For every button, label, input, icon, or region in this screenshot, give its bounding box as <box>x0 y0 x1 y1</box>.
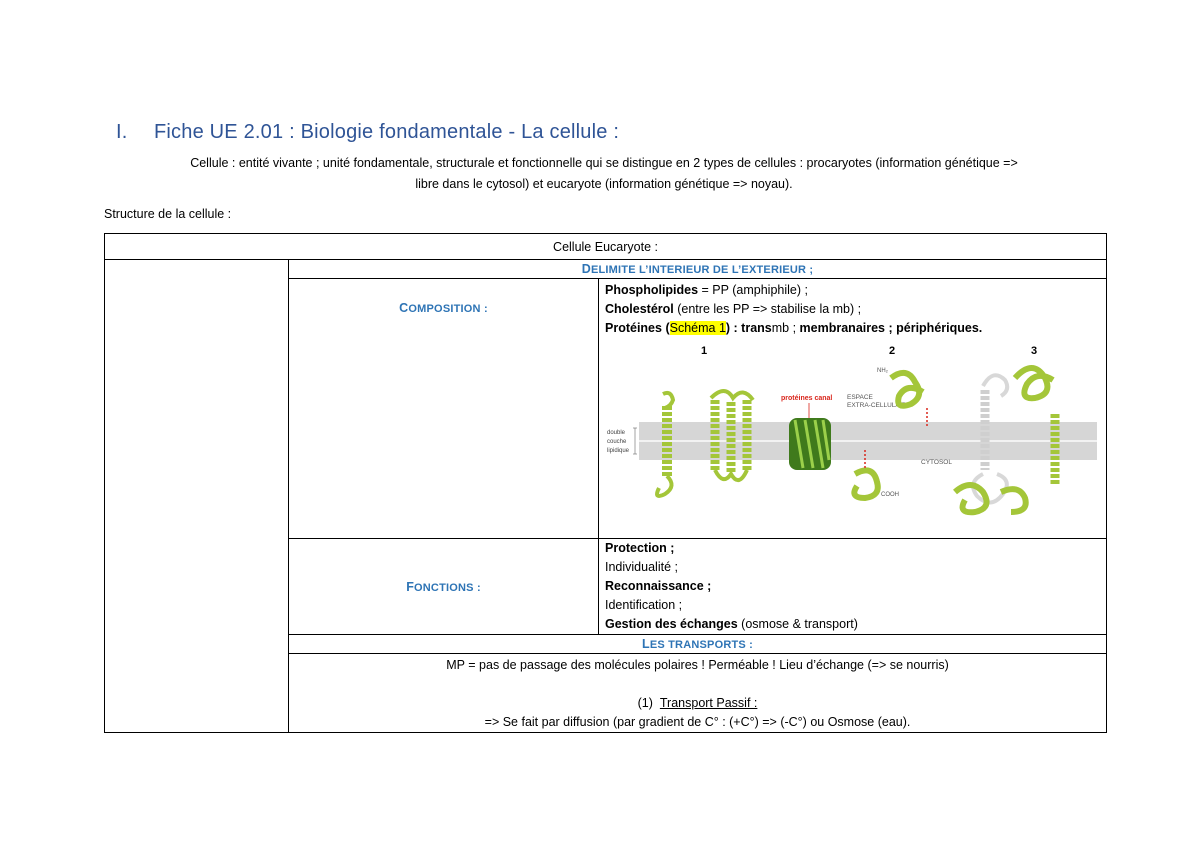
page-title <box>116 121 619 144</box>
espace-label-1: ESPACE <box>847 394 873 401</box>
channel-protein <box>789 418 831 470</box>
transports-first: L <box>641 637 650 651</box>
transports-content <box>289 654 1107 733</box>
membrane-protein-figure <box>605 342 1101 528</box>
transport-line-1: MP = pas de passage des molécules polaires ! Perméable ! Lieu d’échange (=> se nourris) <box>446 658 949 672</box>
bilayer-top-leaflet <box>639 422 1097 440</box>
intro-line-2: libre dans le cytosol) et eucaryote (information génétique => noyau). <box>415 177 793 191</box>
composition-item-phospholipides: Phospholipides = PP (amphiphile) ; <box>605 283 808 297</box>
schema-highlight: Schéma 1 <box>669 321 726 335</box>
nh2-label: NH₂ <box>877 368 888 374</box>
empty-left-cell <box>105 260 289 733</box>
heading-text: Fiche UE 2.01 : Biologie fondamentale - La cellule : <box>154 121 620 143</box>
fonctions-label <box>289 539 599 635</box>
structure-label: Structure de la cellule : <box>104 207 232 221</box>
fonctions-content <box>599 539 1107 635</box>
bilayer-label-3: lipidique <box>607 448 630 454</box>
figure-number-2: 2 <box>889 345 896 357</box>
composition-rest: OMPOSITION : <box>408 303 488 315</box>
espace-label-2: EXTRA-CELLULAIRE <box>847 402 911 409</box>
figure-number-1: 1 <box>701 345 708 357</box>
bilayer-label-2: couche <box>607 439 627 445</box>
table-header: Cellule Eucaryote : <box>105 234 1107 260</box>
transports-heading <box>289 635 1107 654</box>
composition-content <box>599 279 1107 539</box>
intro-line-1: Cellule : entité vivante ; unité fondamentale, structurale et fonctionnelle qui se distingue en 2 types de cellules : procaryotes (information génétique => <box>190 156 1018 170</box>
transport-line-3: => Se fait par diffusion (par gradient de C° : (+C°) => (-C°) ou Osmose (eau). <box>484 715 911 729</box>
delimite-rest: ELIMITE L’INTERIEUR DE L’EXTERIEUR ; <box>590 264 814 276</box>
composition-item-proteines: Protéines (Schéma 1) : transmb ; membranaires ; périphériques. <box>605 321 983 335</box>
composition-label <box>289 279 599 539</box>
fonction-item-gestion: Gestion des échanges (osmose & transport) <box>605 617 858 631</box>
transport-passif-title: (1) Transport Passif : <box>637 696 758 710</box>
composition-item-cholesterol: Cholestérol (entre les PP => stabilise la mb) ; <box>605 302 862 316</box>
membrane-diagram <box>605 342 1101 528</box>
intro-paragraph <box>104 153 1104 195</box>
composition-first: C <box>399 301 409 315</box>
transports-rest: ES TRANSPORTS : <box>649 639 754 651</box>
fonctions-rest: ONCTIONS : <box>414 581 481 594</box>
heading-number: I. <box>116 121 128 143</box>
delimite-first: D <box>581 262 591 276</box>
delimite-heading <box>289 260 1107 279</box>
cell-table <box>104 233 1107 733</box>
channel-label: protéines canal <box>781 395 833 402</box>
cooh-label: COOH <box>881 492 899 498</box>
cytosol-label: CYTOSOL <box>921 459 952 466</box>
fonctions-first: F <box>406 579 415 594</box>
figure-number-3: 3 <box>1031 345 1038 357</box>
fonction-item-individualite: Individualité ; <box>605 560 678 574</box>
fonction-item-reconnaissance: Reconnaissance ; <box>605 579 712 593</box>
fonction-item-protection: Protection ; <box>605 541 675 555</box>
fonction-item-identification: Identification ; <box>605 598 683 612</box>
bilayer-bottom-leaflet <box>639 442 1097 460</box>
bilayer-label-1: double <box>607 430 626 436</box>
